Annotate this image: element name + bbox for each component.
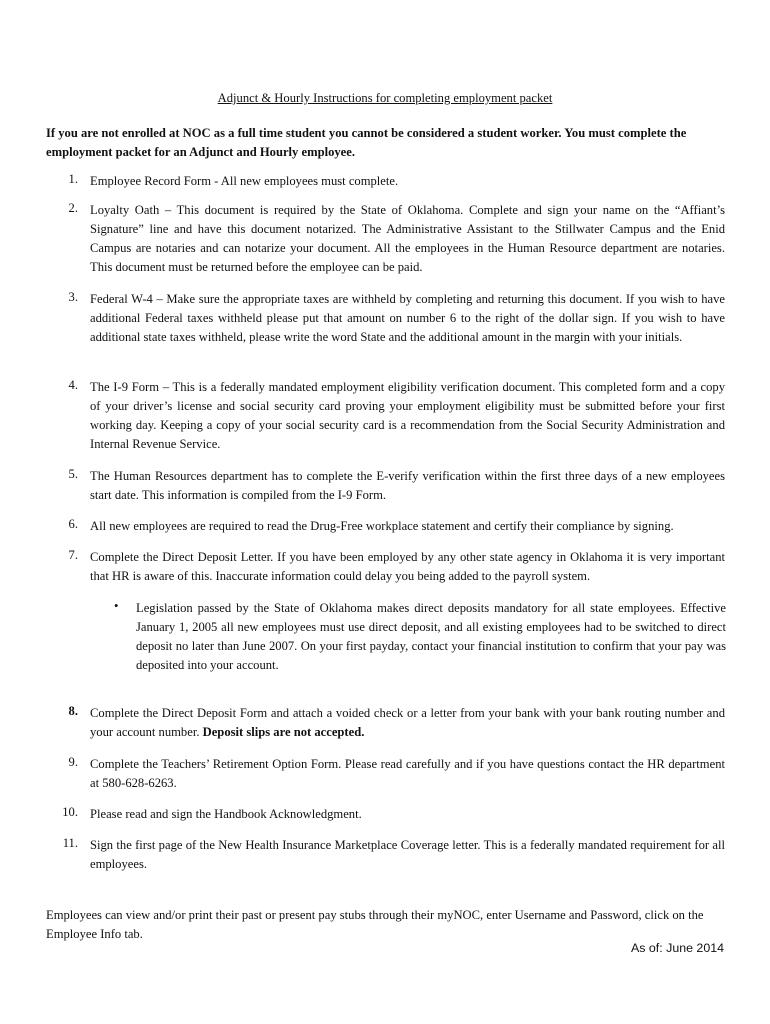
bullet-text: Legislation passed by the State of Oklahoma makes direct deposits mandatory for all state employees. Effective January 1, 2005 all new employees must use direct deposit, and all existing employees had to be switched to direct deposit no later than June 2007. On your first payday, contact your financial institution to confirm that your pay was deposited into your account. bbox=[136, 601, 726, 672]
item-text-bold: Deposit slips are not accepted. bbox=[202, 725, 365, 739]
as-of-date: As of: June 2014 bbox=[631, 941, 724, 955]
item-text-main: Complete the Direct Deposit Form and attach a voided check or a letter from your bank with your bank routing number and your account number. bbox=[90, 706, 725, 739]
list-item bbox=[0, 201, 770, 290]
list-item bbox=[0, 704, 770, 755]
item-number: 9. bbox=[68, 755, 78, 769]
list-item bbox=[0, 378, 770, 467]
item-number: 5. bbox=[68, 467, 78, 481]
list-item bbox=[0, 290, 770, 378]
list-item bbox=[0, 467, 770, 517]
intro-paragraph: If you are not enrolled at NOC as a full time student you cannot be considered a student worker. You must complete the employment packet for an Adjunct and Hourly employee. bbox=[46, 126, 687, 159]
footer-paragraph: Employees can view and/or print their past or present pay stubs through their myNOC, enter Username and Password, click on the Employee Info tab. bbox=[46, 908, 704, 941]
item-text: Complete the Teachers’ Retirement Option Form. Please read carefully and if you have questions contact the HR department at 580-628-6263. bbox=[90, 757, 725, 790]
document-title: Adjunct & Hourly Instructions for completing employment packet bbox=[217, 91, 553, 105]
bullet-icon: • bbox=[114, 599, 119, 613]
list-item bbox=[0, 805, 770, 836]
list-item bbox=[0, 517, 770, 548]
bullet-block bbox=[0, 599, 770, 675]
item-text: Federal W-4 – Make sure the appropriate taxes are withheld by completing and returning this document. If you wish to have additional Federal taxes withheld please put that amount on number 6 to the right of the dollar sign. If you wish to have additional state taxes withheld, please write the word State and the additional amount in the margin with your initials. bbox=[90, 292, 725, 344]
item-number: 10. bbox=[62, 805, 78, 819]
item-text: Loyalty Oath – This document is required by the State of Oklahoma. Complete and sign your name on the “Affiant’s Signature” line and have this document notarized. The Administrative Assistant to the Stillwater Campus and the Enid Campus are notaries and can notarize your document. All the employees in the Human Resource department are notaries. This document must be returned before the employee can be paid. bbox=[90, 203, 725, 274]
item-number: 3. bbox=[68, 290, 78, 304]
item-text: The I-9 Form – This is a federally mandated employment eligibility verification document. This completed form and a copy of your driver’s license and social security card proving your employment eligibility must be submitted before your first working day. Keeping a copy of your social security card is a recommendation from the Social Security Administration and Internal Revenue Service. bbox=[90, 380, 725, 451]
item-number: 8. bbox=[68, 704, 78, 718]
list-item bbox=[0, 172, 770, 201]
item-number: 1. bbox=[68, 172, 78, 186]
item-number: 11. bbox=[62, 836, 78, 850]
item-text: Sign the first page of the New Health Insurance Marketplace Coverage letter. This is a federally mandated requirement for all employees. bbox=[90, 838, 725, 871]
item-text: All new employees are required to read the Drug-Free workplace statement and certify their compliance by signing. bbox=[90, 519, 674, 533]
item-text: The Human Resources department has to complete the E-verify verification within the first three days of a new employees start date. This information is compiled from the I-9 Form. bbox=[90, 469, 725, 502]
instruction-list bbox=[0, 172, 770, 886]
item-number: 7. bbox=[68, 548, 78, 562]
item-number: 4. bbox=[68, 378, 78, 392]
item-number: 6. bbox=[68, 517, 78, 531]
item-text: Employee Record Form - All new employees must complete. bbox=[90, 174, 399, 188]
item-text bbox=[90, 704, 725, 742]
item-text: Complete the Direct Deposit Letter. If you have been employed by any other state agency in Oklahoma it is very important that HR is aware of this. Inaccurate information could delay you being added to the payroll system. bbox=[90, 550, 725, 583]
list-item bbox=[0, 836, 770, 886]
item-text: Please read and sign the Handbook Acknowledgment. bbox=[90, 807, 362, 821]
bullet-item bbox=[0, 599, 770, 704]
list-item bbox=[0, 548, 770, 599]
item-number: 2. bbox=[68, 201, 78, 215]
list-item bbox=[0, 755, 770, 805]
